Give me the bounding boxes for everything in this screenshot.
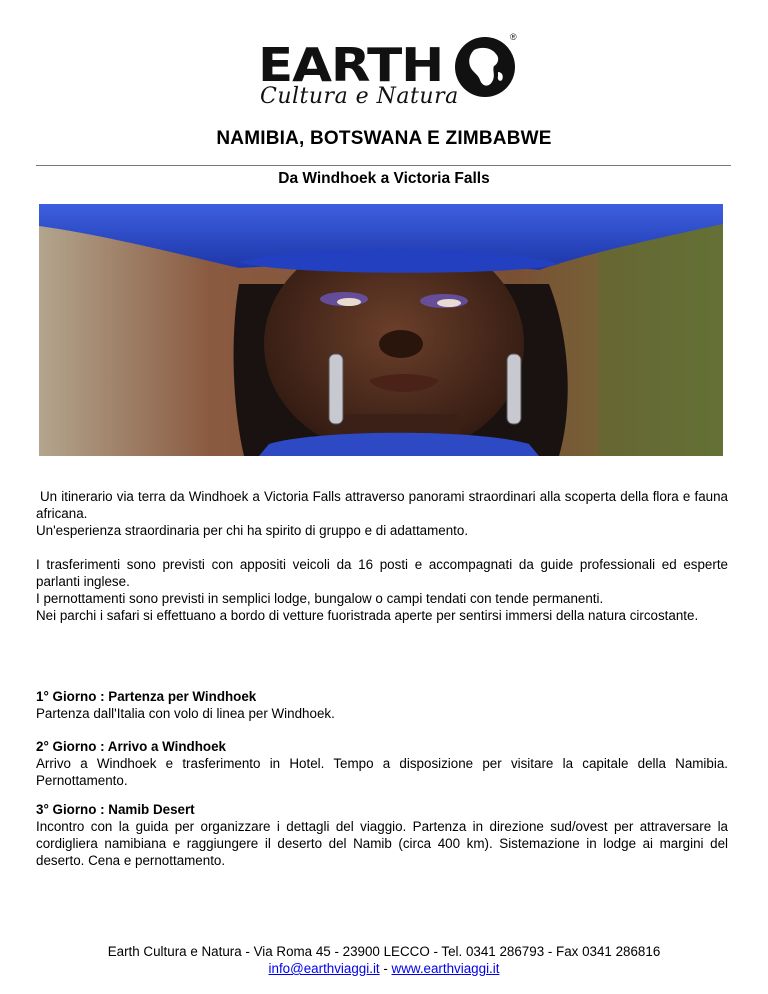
page-footer xyxy=(0,943,768,977)
logistics-paragraph: Nei parchi i safari si effettuano a bordo di vetture fuoristrada aperte per sentirsi immersi della natura circostante. xyxy=(36,608,699,623)
page-subtitle: Da Windhoek a Victoria Falls xyxy=(278,170,490,187)
day-title: 3° Giorno : Namib Desert xyxy=(36,802,195,817)
day-title: 2° Giorno : Arrivo a Windhoek xyxy=(36,739,226,754)
intro-paragraph: Un'esperienza straordinaria per chi ha spirito di gruppo e di adattamento. xyxy=(36,523,469,538)
website-link[interactable]: www.earthviaggi.it xyxy=(391,961,500,976)
logistics-block xyxy=(36,556,728,624)
footer-links xyxy=(0,960,768,977)
day-description: Arrivo a Windhoek e trasferimento in Hotel. Tempo a disposizione per visitare la capitale della Namibia. Pernottamento. xyxy=(36,756,728,788)
intro-block xyxy=(36,488,728,539)
registered-mark: ® xyxy=(510,32,517,42)
day-title: 1° Giorno : Partenza per Windhoek xyxy=(36,689,257,704)
day-description: Incontro con la guida per organizzare i dettagli del viaggio. Partenza in direzione sud/ovest per attraversare la cordigliera namibiana e raggiungere il deserto del Namib (circa 400 km). Sistemazione in lodge ai margini del deserto. Cena e pernottamento. xyxy=(36,819,728,868)
logistics-paragraph: I trasferimenti sono previsti con appositi veicoli da 16 posti e accompagnati da guide professionali ed esperte parlanti inglese. xyxy=(36,557,728,589)
intro-paragraph: Un itinerario via terra da Windhoek a Victoria Falls attraverso panorami straordinari alla scoperta della flora e fauna africana. xyxy=(36,489,728,521)
day-block xyxy=(36,738,728,789)
globe-icon xyxy=(454,36,516,98)
footer-separator: - xyxy=(379,961,392,976)
day-block xyxy=(36,688,728,722)
logo-wordmark: EARTH xyxy=(258,38,444,92)
email-link[interactable]: info@earthviaggi.it xyxy=(268,961,380,976)
earth-logo xyxy=(258,30,528,112)
title-divider xyxy=(36,165,731,166)
day-block xyxy=(36,801,728,869)
day-description: Partenza dall'Italia con volo di linea per Windhoek. xyxy=(36,706,335,721)
footer-address: Earth Cultura e Natura - Via Roma 45 - 23900 LECCO - Tel. 0341 286793 - Fax 0341 286816 xyxy=(107,944,661,959)
logistics-paragraph: I pernottamenti sono previsti in semplici lodge, bungalow o campi tendati con tende permanenti. xyxy=(36,591,604,606)
logo-tagline: Cultura e Natura xyxy=(260,84,459,109)
herero-woman-photo xyxy=(39,204,723,456)
page-title: NAMIBIA, BOTSWANA E ZIMBABWE xyxy=(216,128,552,149)
